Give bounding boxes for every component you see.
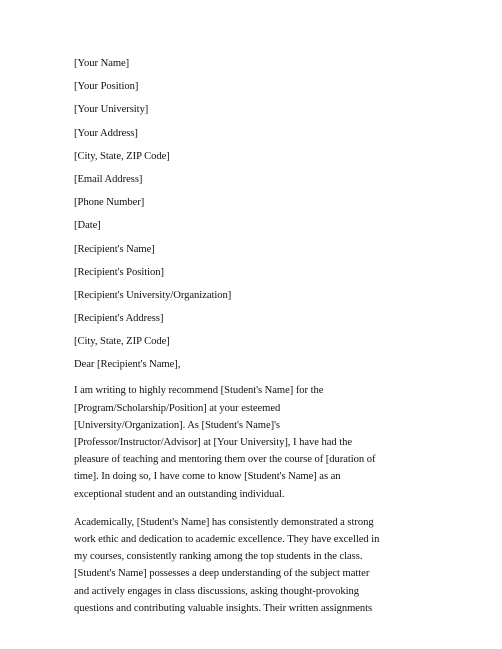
- paragraph-line: [Program/Scholarship/Position] at your esteemed: [74, 402, 281, 414]
- recipient-organization: [Recipient's University/Organization]: [74, 289, 232, 301]
- paragraph-line: work ethic and dedication to academic excellence. They have excelled in: [74, 533, 380, 545]
- paragraph-line: [University/Organization]. As [Student's Name]'s: [74, 419, 280, 431]
- paragraph-line: Academically, [Student's Name] has consistently demonstrated a strong: [74, 516, 374, 528]
- paragraph-line: questions and contributing valuable insights. Their written assignments: [74, 602, 373, 614]
- paragraph-line: time]. In doing so, I have come to know [Student's Name] as an: [74, 471, 341, 483]
- paragraph-line: pleasure of teaching and mentoring them over the course of [duration of: [74, 454, 376, 466]
- sender-phone: [Phone Number]: [74, 197, 145, 209]
- paragraph-line: I am writing to highly recommend [Student's Name] for the: [74, 385, 324, 397]
- sender-position: [Your Position]: [74, 81, 139, 93]
- sender-address: [Your Address]: [74, 127, 138, 139]
- body-paragraph-academics: [74, 514, 434, 617]
- recipient-address: [Recipient's Address]: [74, 313, 164, 325]
- salutation: Dear [Recipient's Name],: [74, 359, 181, 371]
- paragraph-line: exceptional student and an outstanding individual.: [74, 488, 285, 500]
- sender-email: [Email Address]: [74, 173, 143, 185]
- paragraph-line: my courses, consistently ranking among the top students in the class.: [74, 551, 363, 563]
- paragraph-line: [Student's Name] possesses a deep understanding of the subject matter: [74, 568, 370, 580]
- sender-name: [Your Name]: [74, 58, 130, 69]
- paragraph-line: and actively engages in class discussions, asking thought-provoking: [74, 585, 359, 597]
- sender-city-state-zip: [City, State, ZIP Code]: [74, 150, 170, 162]
- letter-date: [Date]: [74, 220, 101, 232]
- letter-body: [74, 58, 434, 628]
- sender-university: [Your University]: [74, 104, 149, 116]
- paragraph-line: [Professor/Instructor/Advisor] at [Your University], I have had the: [74, 437, 353, 448]
- recipient-position: [Recipient's Position]: [74, 266, 164, 278]
- body-paragraph-intro: [74, 382, 434, 502]
- recipient-name: [Recipient's Name]: [74, 243, 155, 255]
- recipient-city-state-zip: [City, State, ZIP Code]: [74, 336, 170, 348]
